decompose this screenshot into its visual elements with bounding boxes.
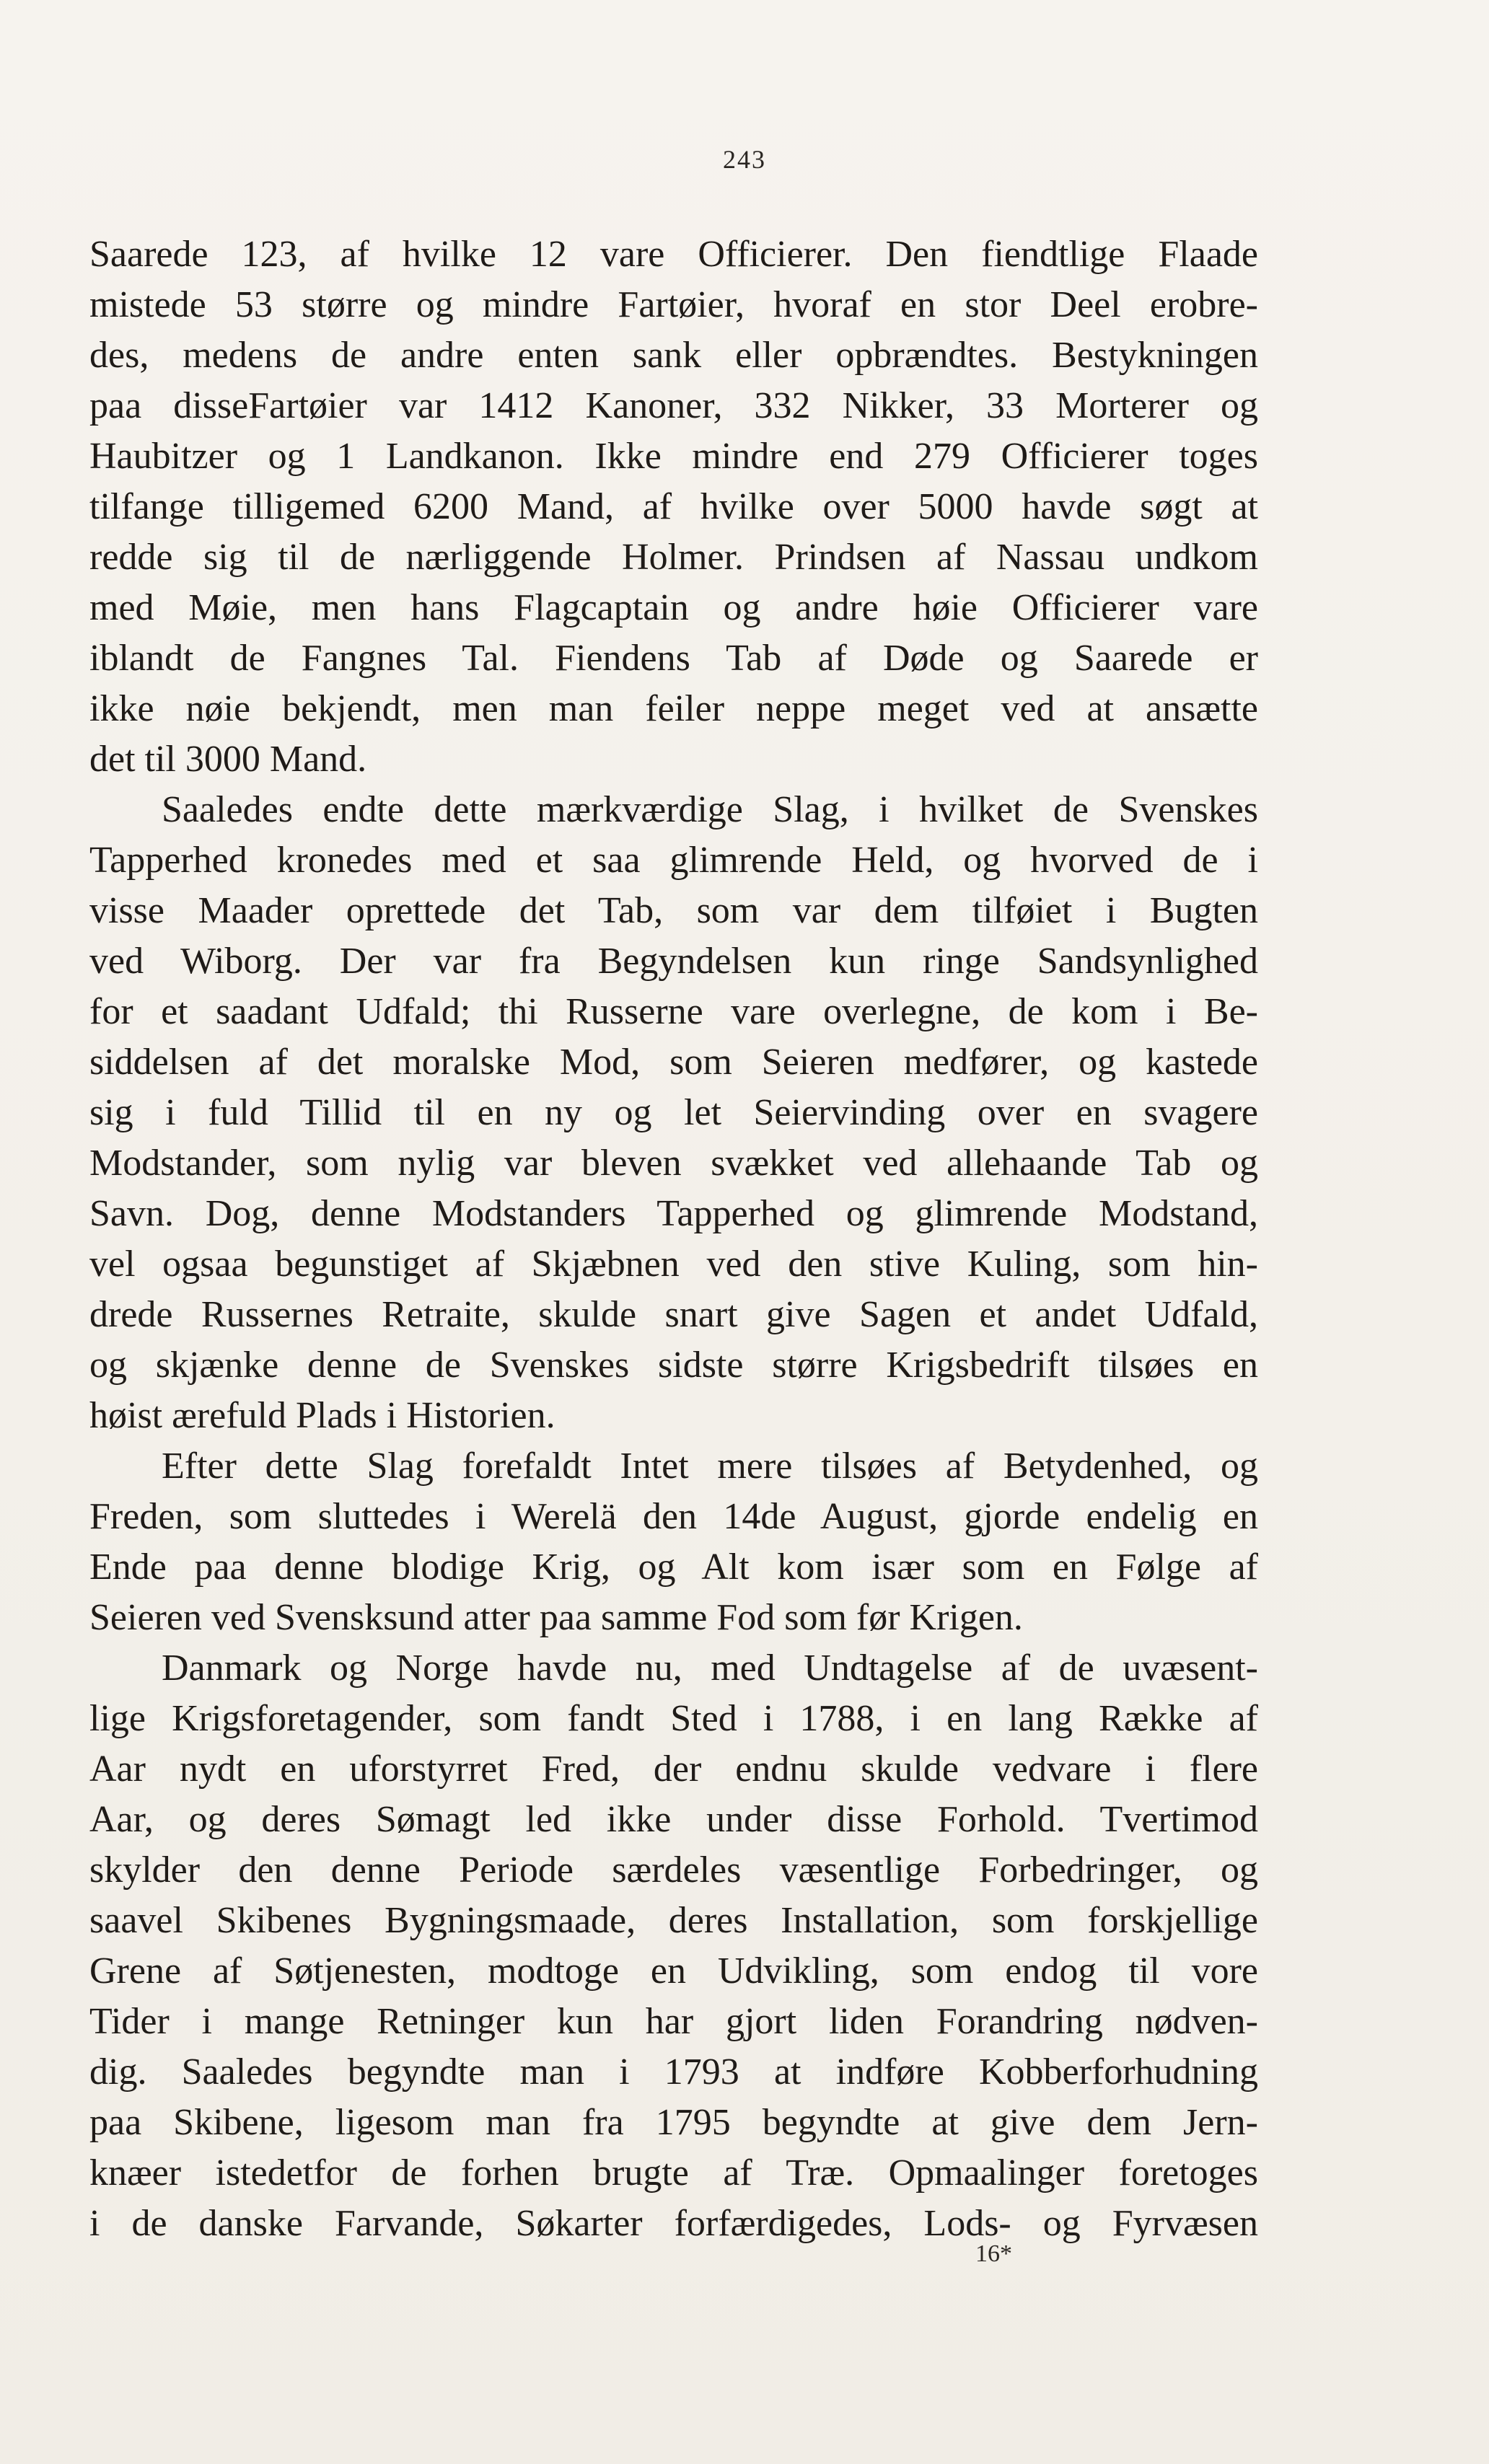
text-line: skylder den denne Periode særdeles væsentlige Forbedringer, og <box>89 1849 1258 1891</box>
text-line: og skjænke denne de Svenskes sidste større Krigsbedrift tilsøes en <box>89 1345 1258 1386</box>
page-number: 243 <box>723 145 766 174</box>
text-line: Aar nydt en uforstyrret Fred, der endnu skulde vedvare i flere <box>89 1748 1258 1790</box>
text-line: med Møie, men hans Flagcaptain og andre høie Officierer vare <box>89 587 1258 628</box>
body-text <box>89 229 1258 2249</box>
text-line: redde sig til de nærliggende Holmer. Prindsen af Nassau undkom <box>89 537 1258 578</box>
text-line: des, medens de andre enten sank eller opbrændtes. Bestykningen <box>89 335 1258 376</box>
text-line: Danmark og Norge havde nu, med Undtagelse af de uvæsent- <box>162 1647 1258 1689</box>
printer-signature-mark: 16* <box>975 2240 1012 2267</box>
text-line: i de danske Farvande, Søkarter forfærdigedes, Lods- og Fyrvæsen <box>89 2203 1258 2244</box>
text-line: visse Maader oprettede det Tab, som var dem tilføiet i Bugten <box>89 890 1258 931</box>
text-line: Tapperhed kronedes med et saa glimrende Held, og hvorved de i <box>89 840 1258 881</box>
text-line: ved Wiborg. Der var fra Begyndelsen kun ringe Sandsynlighed <box>89 941 1258 982</box>
text-line: Modstander, som nylig var bleven svækket ved allehaande Tab og <box>89 1143 1258 1184</box>
text-line: drede Russernes Retraite, skulde snart give Sagen et andet Udfald, <box>89 1294 1258 1335</box>
text-line: sig i fuld Tillid til en ny og let Seiervinding over en svagere <box>89 1092 1258 1133</box>
text-line: Ende paa denne blodige Krig, og Alt kom især som en Følge af <box>89 1546 1258 1588</box>
text-line: lige Krigsforetagender, som fandt Sted i 1788, i en lang Række af <box>89 1698 1258 1739</box>
text-line: Savn. Dog, denne Modstanders Tapperhed og glimrende Modstand, <box>89 1193 1258 1234</box>
text-line: Seieren ved Svensksund atter paa samme Fod som før Krigen. <box>89 1597 1023 1638</box>
text-line: Aar, og deres Sømagt led ikke under disse Forhold. Tvertimod <box>89 1799 1258 1840</box>
text-line: Grene af Søtjenesten, modtoge en Udvikling, som endog til vore <box>89 1950 1258 1992</box>
text-line: dig. Saaledes begyndte man i 1793 at indføre Kobberforhudning <box>89 2051 1258 2093</box>
text-line: Efter dette Slag forefaldt Intet mere tilsøes af Betydenhed, og <box>162 1446 1258 1487</box>
text-line: Tider i mange Retninger kun har gjort liden Forandring nødven- <box>89 2001 1258 2042</box>
text-line: høist ærefuld Plads i Historien. <box>89 1395 555 1436</box>
text-line: paa disseFartøier var 1412 Kanoner, 332 Nikker, 33 Morterer og <box>89 385 1258 426</box>
text-line: Haubitzer og 1 Landkanon. Ikke mindre end 279 Officierer toges <box>89 436 1258 477</box>
text-line: saavel Skibenes Bygningsmaade, deres Installation, som forskjellige <box>89 1900 1258 1941</box>
text-line: Freden, som sluttedes i Werelä den 14de August, gjorde endelig en <box>89 1496 1258 1537</box>
text-line: vel ogsaa begunstiget af Skjæbnen ved den stive Kuling, som hin- <box>89 1244 1258 1285</box>
text-line: paa Skibene, ligesom man fra 1795 begyndte at give dem Jern- <box>89 2102 1258 2143</box>
text-line: for et saadant Udfald; thi Russerne vare overlegne, de kom i Be- <box>89 991 1258 1032</box>
text-line: det til 3000 Mand. <box>89 739 367 780</box>
text-line: Saarede 123, af hvilke 12 vare Officierer. Den fiendtlige Flaade <box>89 234 1258 275</box>
text-line: tilfange tilligemed 6200 Mand, af hvilke over 5000 havde søgt at <box>89 486 1258 527</box>
text-line: ikke nøie bekjendt, men man feiler neppe meget ved at ansætte <box>89 688 1258 729</box>
text-line: mistede 53 større og mindre Fartøier, hvoraf en stor Deel erobre- <box>89 284 1258 325</box>
text-line: siddelsen af det moralske Mod, som Seieren medfører, og kastede <box>89 1042 1258 1083</box>
text-line: iblandt de Fangnes Tal. Fiendens Tab af Døde og Saarede er <box>89 638 1258 679</box>
text-line: knæer istedetfor de forhen brugte af Træ. Opmaalinger foretoges <box>89 2152 1258 2194</box>
text-line: Saaledes endte dette mærkværdige Slag, i hvilket de Svenskes <box>162 789 1258 830</box>
